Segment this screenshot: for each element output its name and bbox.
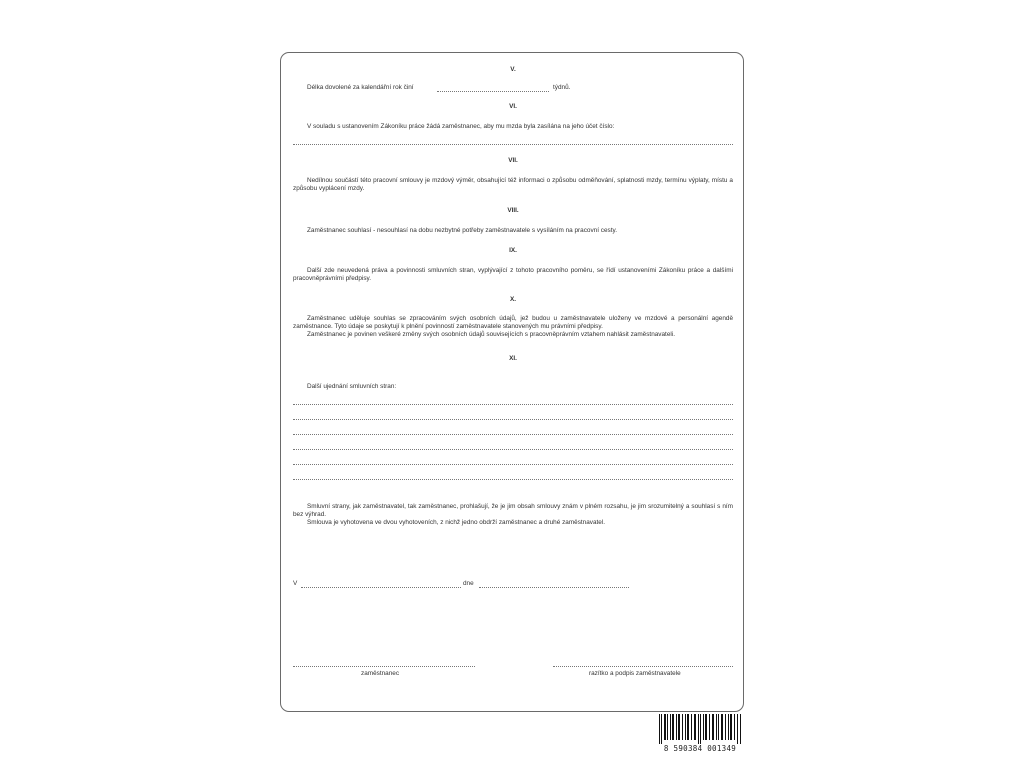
vacation-unit: týdnů. — [553, 84, 571, 91]
vacation-label: Délka dovolené za kalendářní rok činí — [307, 84, 414, 91]
employee-signature-label: zaměstnanec — [361, 670, 400, 677]
account-label: V souladu s ustanovením Zákoníku práce žádá zaměstnanec, aby mu mzda byla zasílána na jeho účet číslo: — [307, 123, 615, 130]
section-x-heading: X. — [509, 296, 517, 303]
employer-signature-line[interactable] — [553, 666, 733, 667]
date-label: dne — [463, 580, 474, 587]
section-vi-heading: VI. — [509, 103, 517, 110]
account-number-field[interactable] — [293, 144, 733, 145]
arrangement-line[interactable] — [293, 464, 733, 465]
employer-signature-label: razítko a podpis zaměstnavatele — [589, 670, 681, 677]
section-vii-text: Nedílnou součástí této pracovní smlouvy je mzdový výměr, obsahující též informaci o způsobu odměňování, splatnosti mzdy, termínu výplaty, místu a způsobu vyplácení mzdy. — [293, 177, 733, 192]
arrangement-line[interactable] — [293, 419, 733, 420]
arrangement-line[interactable] — [293, 479, 733, 480]
section-ix-text: Další zde neuvedená práva a povinnosti smluvních stran, vyplývající z tohoto pracovního poměru, se řídí ustanoveními Zákoníku práce a dalšími pracovněprávními předpisy. — [293, 267, 733, 282]
section-xi-text: Další ujednání smluvních stran: — [307, 383, 397, 390]
barcode-number: 8 590384 001349 — [663, 744, 737, 753]
place-label: V — [293, 580, 298, 587]
closing-text: Smluvní strany, jak zaměstnavatel, tak zaměstnanec, prohlašují, že je jim obsah smlouvy znám v plném rozsahu, je jim srozumitelný a souhlasí s ním bez výhrad. Smlouva je vyhotovena ve dvou vyhotoveních, z nichž jedno obdrží zaměstnanec a druhé zaměstnavatel. — [293, 503, 733, 526]
contract-page — [280, 52, 744, 712]
date-field[interactable] — [479, 587, 629, 588]
section-viii-text: Zaměstnanec souhlasí - nesouhlasí na dobu nezbytné potřeby zaměstnavatele s vysíláním na pracovní cesty. — [307, 227, 617, 234]
employee-signature-line[interactable] — [293, 666, 475, 667]
section-ix-heading: IX. — [509, 247, 517, 254]
arrangement-line[interactable] — [293, 404, 733, 405]
arrangement-line[interactable] — [293, 449, 733, 450]
section-vii-heading: VII. — [508, 157, 518, 164]
place-field[interactable] — [301, 587, 461, 588]
barcode — [658, 714, 744, 744]
section-x-text: Zaměstnanec uděluje souhlas se zpracováním svých osobních údajů, jež budou u zaměstnavatele uloženy ve mzdové a personální agendě zaměstnance. Tyto údaje se poskytují k plnění povinností zaměstnavatele stanovených mu právními předpisy. Zaměstnanec je povinen veškeré změny svých osobních údajů souvisejících s pracovněprávním vztahem nahlásit zaměstnavateli. — [293, 315, 733, 338]
section-xi-heading: XI. — [509, 355, 517, 362]
section-viii-heading: VIII. — [507, 207, 519, 214]
vacation-weeks-field[interactable] — [437, 91, 549, 92]
section-v-heading: V. — [510, 66, 516, 73]
arrangement-line[interactable] — [293, 434, 733, 435]
